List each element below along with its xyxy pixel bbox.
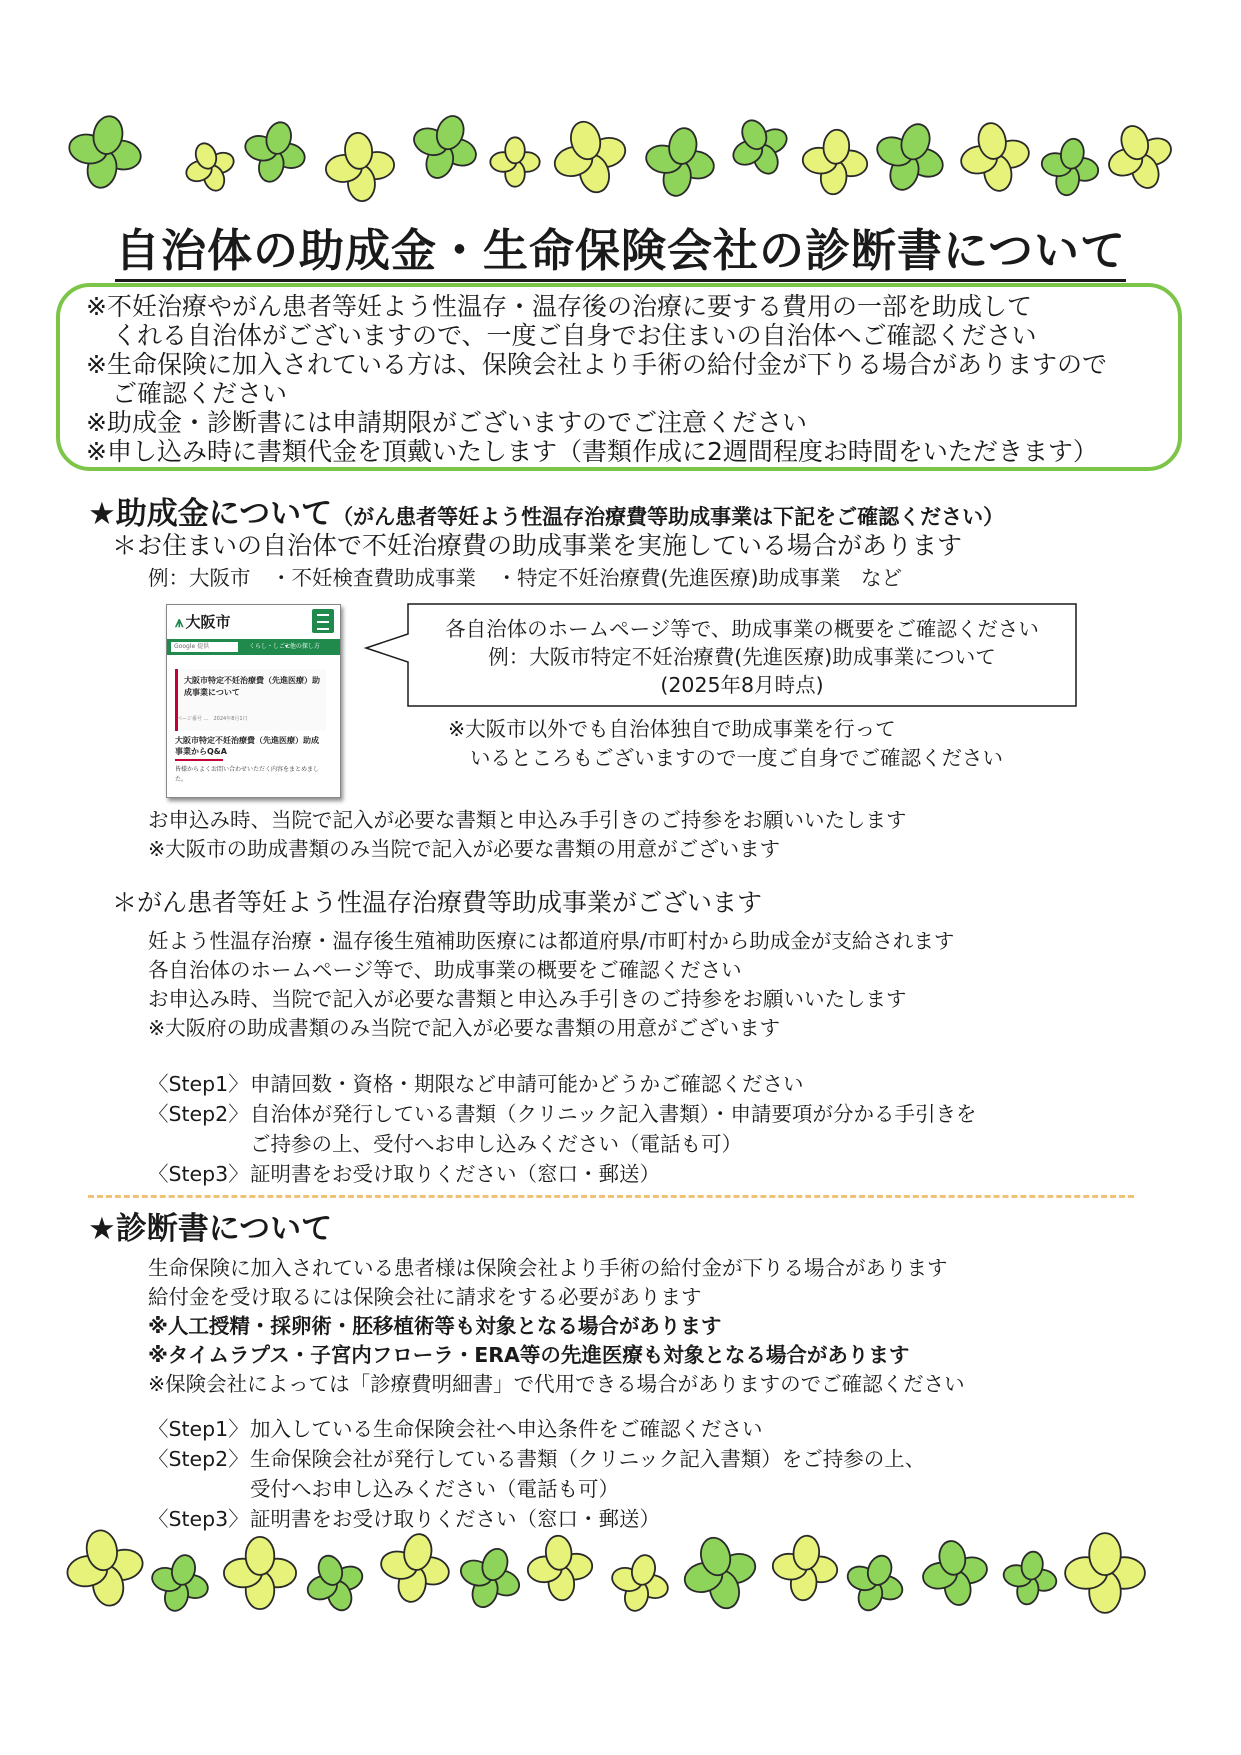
subsidy-sub2: ＊がん患者等妊よう性温存治療費等助成事業がございます <box>112 888 763 917</box>
clover-icon <box>640 122 719 201</box>
subsidy-step: 〈Step3〉証明書をお受け取りください（窓口・郵送） <box>148 1162 660 1186</box>
subsidy-example: 例：大阪市 ・不妊検査費助成事業 ・特定不妊治療費(先進医療)助成事業 など <box>148 566 902 590</box>
callout-line: 例：大阪市特定不妊治療費(先進医療)助成事業について <box>488 645 996 669</box>
site-search-box: Google 提供 <box>171 642 238 652</box>
notice-line: ご確認ください <box>112 379 288 408</box>
clover-icon <box>546 113 634 201</box>
clover-icon <box>375 1528 454 1607</box>
diagnosis-body: 給付金を受け取るには保険会社に請求をする必要があります <box>148 1285 702 1309</box>
outside-osaka-note: いるところもございますので一度ご自身でご確認ください <box>470 746 1003 770</box>
apply-note: ※大阪市の助成書類のみ当院で記入が必要な書類の用意がございます <box>148 837 781 861</box>
qa-description: 皆様からよくお問い合わせいただく内容をまとめました。 <box>175 766 320 783</box>
subsidy-body2: ※大阪府の助成書類のみ当院で記入が必要な書類の用意がございます <box>148 1016 781 1040</box>
clover-icon <box>238 115 312 189</box>
menu-icon <box>312 609 334 633</box>
subsidy-body2: お申込み時、当院で記入が必要な書類と申込み手引きのご持参をお願いいたします <box>148 987 907 1011</box>
diagnosis-heading: ★診断書について <box>88 1211 333 1247</box>
clover-icon <box>770 1533 840 1603</box>
subsidy-sub1: ＊お住まいの自治体で不妊治療費の助成事業を実施している場合があります <box>112 531 963 560</box>
clover-icon <box>525 1533 595 1603</box>
diagnosis-step: 〈Step2〉生命保険会社が発行している書類（クリニック記入書類）をご持参の上、 <box>148 1447 926 1471</box>
clover-icon <box>866 113 954 201</box>
clover-icon <box>451 1539 529 1617</box>
diagnosis-step: 〈Step3〉証明書をお受け取りください（窓口・郵送） <box>148 1507 660 1531</box>
page-title: 自治体の助成金・生命保険会社の診断書について <box>0 214 1241 279</box>
nav-link: くらし・しごと <box>249 643 292 650</box>
callout-line: 各自治体のホームページ等で、助成事業の概要をご確認ください <box>445 617 1039 641</box>
clover-icon <box>676 1529 764 1617</box>
clover-icon <box>63 112 147 194</box>
diagnosis-body: ※保険会社によっては「診療費明細書」で代用できる場合がありますのでご確認ください <box>148 1372 965 1396</box>
diagnosis-body-bold: ※人工授精・採卵術・胚移植術等も対象となる場合があります <box>148 1314 722 1338</box>
diagnosis-step-cont: 受付へお申し込みください（電話も可） <box>250 1477 619 1501</box>
subsidy-heading: ★助成金について（がん患者等妊よう性温存治療費等助成事業は下記をご確認ください） <box>88 496 1005 532</box>
subsidy-step: 〈Step1〉申請回数・資格・期限など申請可能かどうかご確認ください <box>148 1072 804 1096</box>
page-meta: ページ番号 … 2024年8月1日 <box>177 716 248 722</box>
osaka-city-logo: ⩚ 大阪市 <box>175 613 231 631</box>
subsidy-body2: 妊よう性温存治療・温存後生殖補助医療には都道府県/市町村から助成金が支給されます <box>148 929 955 953</box>
callout-line: (2025年8月時点) <box>660 673 824 697</box>
notice-line: ※生命保険に加入されている方は、保険会社より手術の給付金が下りる場合がありますので <box>86 350 1107 379</box>
subsidy-body2: 各自治体のホームページ等で、助成事業の概要をご確認ください <box>148 958 742 982</box>
clover-icon <box>490 137 539 186</box>
clover-icon <box>224 1537 296 1609</box>
notice-line: ※申し込み時に書類代金を頂戴いたします（書類作成に2週間程度お時間をいただきます） <box>86 437 1098 466</box>
clover-icon <box>178 135 241 198</box>
subsidy-step-cont: ご持参の上、受付へお申し込みください（電話も可） <box>250 1132 742 1156</box>
clover-icon <box>1099 116 1180 199</box>
section-divider <box>88 1195 1134 1198</box>
subsidy-heading-note: （がん患者等妊よう性温存治療費等助成事業は下記をご確認ください） <box>332 505 1005 529</box>
clover-icon <box>298 1546 371 1619</box>
clover-icon <box>1037 134 1103 200</box>
apply-note: お申込み時、当院で記入が必要な書類と申込み手引きのご持参をお願いいたします <box>148 808 907 832</box>
clover-icon <box>800 127 870 197</box>
clover-icon <box>999 1547 1061 1609</box>
osaka-city-website-screenshot <box>166 604 341 798</box>
clover-decoration-top <box>60 112 1180 207</box>
clover-icon <box>918 1536 993 1611</box>
site-nav-bar <box>167 639 340 655</box>
qa-link: 大阪市特定不妊治療費（先進医療）助成事業からQ&A <box>175 736 319 756</box>
clover-icon <box>838 1546 911 1619</box>
clover-icon <box>605 1548 675 1618</box>
subsidy-step: 〈Step2〉自治体が発行している書類（クリニック記入書類）・申請要項が分かる手引きを <box>148 1102 977 1126</box>
page-heading-text: 大阪市特定不妊治療費（先進医療）助成事業について <box>184 676 320 697</box>
diagnosis-body-bold: ※タイムラプス・子宮内フローラ・ERA等の先進医療も対象となる場合があります <box>148 1343 910 1367</box>
clover-icon <box>722 112 798 185</box>
nav-link: ▾ 他の探し方 <box>285 643 320 650</box>
notice-line: ※不妊治療やがん患者等妊よう性温存・温存後の治療に要する費用の一部を助成して <box>86 292 1032 321</box>
clover-icon <box>1065 1533 1145 1613</box>
clover-icon <box>61 1528 149 1612</box>
diagnosis-body: 生命保険に加入されている患者様は保険会社より手術の給付金が下りる場合があります <box>148 1256 948 1280</box>
clover-icon <box>955 117 1034 196</box>
osaka-mark-icon: ⩚ <box>175 613 184 631</box>
notice-line: ※助成金・診断書には申請期限がございますのでご注意ください <box>86 408 807 437</box>
clover-icon <box>404 112 487 188</box>
clover-icon <box>145 1548 215 1618</box>
clover-decoration-bottom <box>60 1528 1180 1623</box>
outside-osaka-note: ※大阪市以外でも自治体独自で助成事業を行って <box>448 717 896 741</box>
diagnosis-step: 〈Step1〉加入している生命保険会社へ申込条件をご確認ください <box>148 1417 763 1441</box>
clover-icon <box>323 130 397 204</box>
notice-line: くれる自治体がございますので、一度ご自身でお住まいの自治体へご確認ください <box>112 321 1037 350</box>
